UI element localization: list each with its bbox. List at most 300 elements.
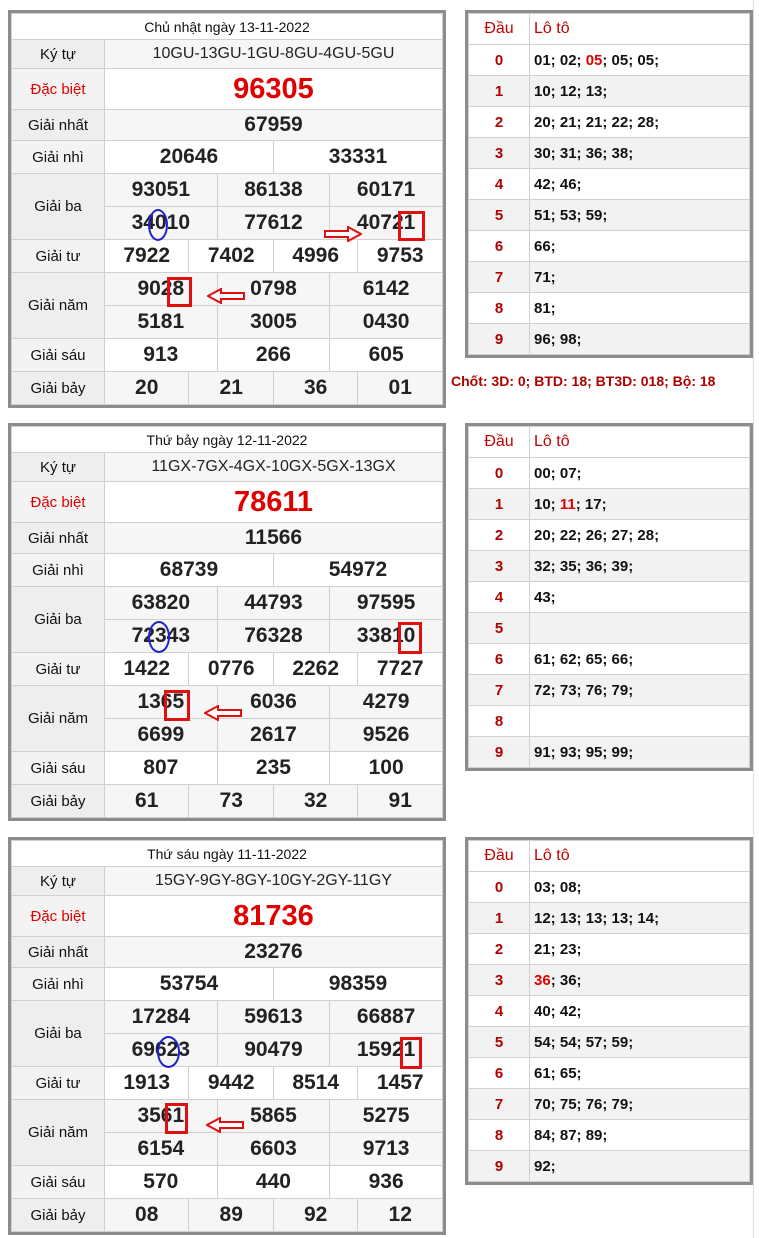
prize-number: 7727 [358,653,443,686]
loto-row [469,903,750,934]
prize-number: 59613 [217,1001,330,1034]
loto-head-digit: 1 [469,903,530,934]
loto-value-text: 92; [534,1157,556,1175]
prize-label: Giải nhì [12,141,105,174]
loto-value-text: 66; [534,237,556,255]
loto-row [469,613,750,644]
loto-head-digit: 4 [469,169,530,200]
loto-row [469,1058,750,1089]
result-row [12,372,443,405]
prize-number: 235 [217,752,330,785]
prize-label: Giải sáu [12,1166,105,1199]
prize-number: 98359 [273,968,442,1001]
loto-value-text: 54; 54; 57; 59; [534,1033,634,1051]
loto-header: Lô tô [530,14,750,45]
loto-values [530,1027,750,1058]
loto-row [469,489,750,520]
prize-label: Giải nhì [12,968,105,1001]
loto-row [469,231,750,262]
loto-head-digit: 4 [469,582,530,613]
prize-number: 21 [189,372,273,405]
results-table [8,423,446,821]
prize-number: 1365 [105,686,218,719]
prize-number: 440 [217,1166,330,1199]
red-box-marker [164,690,190,721]
loto-value-text: 72; 73; 76; 79; [534,681,634,699]
red-box-marker [165,1103,188,1134]
loto-row [469,107,750,138]
prize-number: 72343 [105,620,218,653]
loto-header-row [469,841,750,872]
loto-row [469,737,750,768]
prize-number: 6603 [217,1133,330,1166]
loto-row [469,706,750,737]
loto-values [530,45,750,76]
result-row [12,1166,443,1199]
loto-value-text: 81; [534,299,556,317]
loto-value-text: 61; 62; 65; 66; [534,650,634,668]
special-prize-number: 81736 [105,896,443,937]
prize-label: Giải tư [12,240,105,273]
loto-values [530,737,750,768]
loto-row [469,996,750,1027]
loto-values [530,613,750,644]
prize-label: Giải năm [12,686,105,752]
loto-row [469,1027,750,1058]
prize-number: 67959 [105,110,443,141]
loto-highlight-value: 36 [534,971,551,989]
loto-head-digit: 7 [469,675,530,706]
prize-number: 9753 [358,240,443,273]
loto-head-digit: 2 [469,520,530,551]
result-row [12,69,443,110]
prize-number: 93051 [105,174,218,207]
result-row [12,841,443,867]
prize-number: 1913 [105,1067,189,1100]
loto-head-digit: 7 [469,262,530,293]
prize-label: Đặc biệt [12,896,105,937]
loto-head-digit: 5 [469,200,530,231]
loto-value-text: 01; 02; [534,51,586,69]
loto-head-digit: 9 [469,737,530,768]
prize-number: 1457 [358,1067,443,1100]
prize-number: 5181 [105,306,218,339]
loto-row [469,1089,750,1120]
loto-values [530,934,750,965]
loto-table [465,837,753,1185]
loto-head-digit: 3 [469,551,530,582]
special-prize-number: 96305 [105,69,443,110]
loto-head-digit: 2 [469,934,530,965]
prize-label: Ký tự [12,40,105,69]
prize-number: 36 [273,372,357,405]
prize-number: 86138 [217,174,330,207]
prize-number: 68739 [105,554,274,587]
prize-number: 0430 [330,306,443,339]
prize-number: 5865 [217,1100,330,1133]
red-box-marker [398,622,422,654]
loto-head-digit: 1 [469,76,530,107]
ky-tu-code: 10GU-13GU-1GU-8GU-4GU-5GU [105,40,443,69]
chot-summary: Chốt: 3D: 0; BTD: 18; BT3D: 018; Bộ: 18 [451,373,716,389]
prize-number: 11566 [105,523,443,554]
result-row [12,1067,443,1100]
dau-header: Đầu [469,841,530,872]
prize-number: 9442 [189,1067,273,1100]
prize-number: 20646 [105,141,274,174]
prize-label: Giải nhất [12,523,105,554]
prize-label: Giải sáu [12,752,105,785]
prize-number: 34010 [105,207,218,240]
loto-value-text: 96; 98; [534,330,582,348]
loto-value-text: 43; [534,588,556,606]
page-divider-line [753,0,754,1238]
result-row [12,482,443,523]
loto-head-digit: 9 [469,324,530,355]
loto-values [530,706,750,737]
loto-value-text: 10; [534,495,560,513]
loto-head-digit: 4 [469,996,530,1027]
loto-header-row [469,427,750,458]
result-row [12,1001,443,1034]
result-row [12,427,443,453]
red-box-marker [167,277,192,307]
prize-label: Giải bảy [12,372,105,405]
prize-number: 90479 [217,1034,330,1067]
prize-number: 5275 [330,1100,443,1133]
loto-row [469,872,750,903]
prize-label: Giải ba [12,587,105,653]
loto-grid [468,426,750,768]
draw-date-title: Thứ sáu ngày 11-11-2022 [12,841,443,867]
prize-number: 8514 [273,1067,357,1100]
prize-number: 0776 [189,653,273,686]
loto-head-digit: 6 [469,231,530,262]
ky-tu-code: 11GX-7GX-4GX-10GX-5GX-13GX [105,453,443,482]
loto-value-text: ; 17; [575,495,607,513]
loto-values [530,551,750,582]
prize-number: 605 [330,339,443,372]
loto-row [469,551,750,582]
loto-values [530,996,750,1027]
loto-row [469,138,750,169]
prize-number: 2262 [273,653,357,686]
prize-number: 54972 [273,554,442,587]
prize-number: 23276 [105,937,443,968]
loto-head-digit: 0 [469,872,530,903]
prize-number: 3561 [105,1100,218,1133]
draw-date-title: Chủ nhật ngày 13-11-2022 [12,14,443,40]
result-row [12,937,443,968]
prize-number: 44793 [217,587,330,620]
loto-head-digit: 6 [469,1058,530,1089]
prize-number: 97595 [330,587,443,620]
prize-number: 08 [105,1199,189,1232]
loto-value-text: 03; 08; [534,878,582,896]
loto-table [465,10,753,358]
result-row [12,968,443,1001]
prize-number: 6154 [105,1133,218,1166]
blue-circle-marker [157,1036,180,1068]
prize-number: 89 [189,1199,273,1232]
result-row [12,587,443,620]
prize-number: 6142 [330,273,443,306]
result-row [12,453,443,482]
prize-number: 32 [273,785,357,818]
loto-row [469,965,750,996]
prize-label: Giải nhì [12,554,105,587]
loto-values [530,1089,750,1120]
blue-circle-marker [148,621,170,653]
loto-head-digit: 1 [469,489,530,520]
result-row [12,867,443,896]
result-row [12,1199,443,1232]
prize-number: 266 [217,339,330,372]
loto-values [530,872,750,903]
prize-number: 9526 [330,719,443,752]
loto-head-digit: 3 [469,965,530,996]
red-arrow-icon [207,288,245,304]
prize-number: 73 [189,785,273,818]
loto-value-text: 61; 65; [534,1064,582,1082]
prize-label: Ký tự [12,453,105,482]
result-row [12,40,443,69]
result-row [12,785,443,818]
loto-values [530,138,750,169]
loto-highlight-value: 05 [585,51,603,69]
prize-number: 33810 [330,620,443,653]
blue-circle-marker [148,209,168,241]
prize-number: 92 [273,1199,357,1232]
result-row [12,752,443,785]
prize-number: 4996 [273,240,357,273]
loto-values [530,1058,750,1089]
prize-number: 69623 [105,1034,218,1067]
loto-head-digit: 5 [469,1027,530,1058]
loto-head-digit: 3 [469,138,530,169]
loto-head-digit: 5 [469,613,530,644]
prize-number: 15921 [330,1034,443,1067]
loto-head-digit: 2 [469,107,530,138]
loto-head-digit: 0 [469,45,530,76]
loto-values [530,965,750,996]
prize-label: Giải năm [12,273,105,339]
prize-number: 100 [330,752,443,785]
prize-number: 20 [105,372,189,405]
prize-label: Giải ba [12,174,105,240]
loto-row [469,200,750,231]
loto-head-digit: 0 [469,458,530,489]
prize-label: Đặc biệt [12,482,105,523]
prize-number: 7922 [105,240,189,273]
prize-number: 66887 [330,1001,443,1034]
draw-date-title: Thứ bảy ngày 12-11-2022 [12,427,443,453]
prize-number: 63820 [105,587,218,620]
prize-number: 17284 [105,1001,218,1034]
loto-values [530,903,750,934]
loto-grid [468,840,750,1182]
prize-number: 570 [105,1166,218,1199]
loto-value-text: 42; 46; [534,175,582,193]
prize-label: Giải tư [12,1067,105,1100]
loto-values [530,644,750,675]
result-row [12,653,443,686]
prize-label: Giải nhất [12,937,105,968]
loto-head-digit: 8 [469,706,530,737]
prize-number: 913 [105,339,218,372]
loto-row [469,458,750,489]
loto-row [469,324,750,355]
results-grid [11,426,443,818]
prize-number: 4279 [330,686,443,719]
loto-head-digit: 6 [469,644,530,675]
loto-values [530,169,750,200]
result-row [12,174,443,207]
loto-grid [468,13,750,355]
result-row [12,110,443,141]
loto-row [469,76,750,107]
loto-values [530,582,750,613]
loto-values [530,1120,750,1151]
loto-value-text: 84; 87; 89; [534,1126,608,1144]
dau-header: Đầu [469,427,530,458]
loto-row [469,934,750,965]
loto-values [530,200,750,231]
loto-row [469,675,750,706]
prize-number: 60171 [330,174,443,207]
prize-label: Giải sáu [12,339,105,372]
loto-row [469,582,750,613]
loto-value-text: 00; 07; [534,464,582,482]
prize-label: Giải ba [12,1001,105,1067]
dau-header: Đầu [469,14,530,45]
loto-value-text: 12; 13; 13; 13; 14; [534,909,660,927]
prize-label: Giải bảy [12,785,105,818]
loto-value-text: 32; 35; 36; 39; [534,557,634,575]
loto-table [465,423,753,771]
red-arrow-icon [204,705,242,721]
loto-values [530,520,750,551]
loto-row [469,1120,750,1151]
prize-number: 91 [358,785,443,818]
loto-value-text: 91; 93; 95; 99; [534,743,634,761]
prize-number: 7402 [189,240,273,273]
loto-value-text: ; 36; [550,971,582,989]
loto-row [469,262,750,293]
result-row [12,554,443,587]
prize-number: 33331 [273,141,442,174]
loto-value-text: 20; 21; 21; 22; 28; [534,113,660,131]
result-row [12,240,443,273]
results-table [8,837,446,1235]
result-row [12,339,443,372]
loto-value-text: 10; 12; 13; [534,82,608,100]
prize-label: Ký tự [12,867,105,896]
prize-number: 0798 [217,273,330,306]
prize-number: 936 [330,1166,443,1199]
loto-row [469,520,750,551]
loto-values [530,458,750,489]
loto-values [530,324,750,355]
prize-number: 6036 [217,686,330,719]
prize-label: Giải bảy [12,1199,105,1232]
red-arrow-icon [324,226,362,242]
prize-number: 3005 [217,306,330,339]
loto-values [530,489,750,520]
loto-row [469,1151,750,1182]
prize-number: 1422 [105,653,189,686]
loto-head-digit: 9 [469,1151,530,1182]
prize-number: 61 [105,785,189,818]
loto-row [469,644,750,675]
prize-number: 807 [105,752,218,785]
ky-tu-code: 15GY-9GY-8GY-10GY-2GY-11GY [105,867,443,896]
loto-head-digit: 7 [469,1089,530,1120]
result-row [12,896,443,937]
loto-values [530,107,750,138]
loto-values [530,231,750,262]
prize-number: 76328 [217,620,330,653]
loto-value-text: 71; [534,268,556,286]
loto-head-digit: 8 [469,1120,530,1151]
loto-header-row [469,14,750,45]
prize-number: 6699 [105,719,218,752]
prize-number: 12 [358,1199,443,1232]
prize-number: 40721 [330,207,443,240]
red-box-marker [398,211,425,241]
prize-number: 53754 [105,968,274,1001]
red-box-marker [400,1037,422,1069]
loto-value-text: 51; 53; 59; [534,206,608,224]
loto-values [530,675,750,706]
prize-number: 9713 [330,1133,443,1166]
prize-number: 9028 [105,273,218,306]
prize-number: 2617 [217,719,330,752]
loto-value-text: ; 05; 05; [602,51,660,69]
special-prize-number: 78611 [105,482,443,523]
result-row [12,141,443,174]
loto-value-text: 70; 75; 76; 79; [534,1095,634,1113]
loto-row [469,169,750,200]
results-grid [11,840,443,1232]
results-table [8,10,446,408]
loto-value-text: 40; 42; [534,1002,582,1020]
loto-row [469,293,750,324]
red-arrow-icon [206,1117,244,1133]
loto-row [469,45,750,76]
prize-number: 01 [358,372,443,405]
prize-label: Giải năm [12,1100,105,1166]
loto-highlight-value: 11 [559,495,576,513]
result-row [12,14,443,40]
loto-value-text: 21; 23; [534,940,582,958]
loto-header: Lô tô [530,427,750,458]
loto-values [530,76,750,107]
loto-values [530,1151,750,1182]
loto-header: Lô tô [530,841,750,872]
prize-label: Giải tư [12,653,105,686]
results-grid [11,13,443,405]
loto-head-digit: 8 [469,293,530,324]
result-row [12,523,443,554]
loto-values [530,262,750,293]
loto-value-text: 20; 22; 26; 27; 28; [534,526,660,544]
prize-label: Đặc biệt [12,69,105,110]
prize-number: 77612 [217,207,330,240]
loto-value-text: 30; 31; 36; 38; [534,144,634,162]
loto-values [530,293,750,324]
prize-label: Giải nhất [12,110,105,141]
